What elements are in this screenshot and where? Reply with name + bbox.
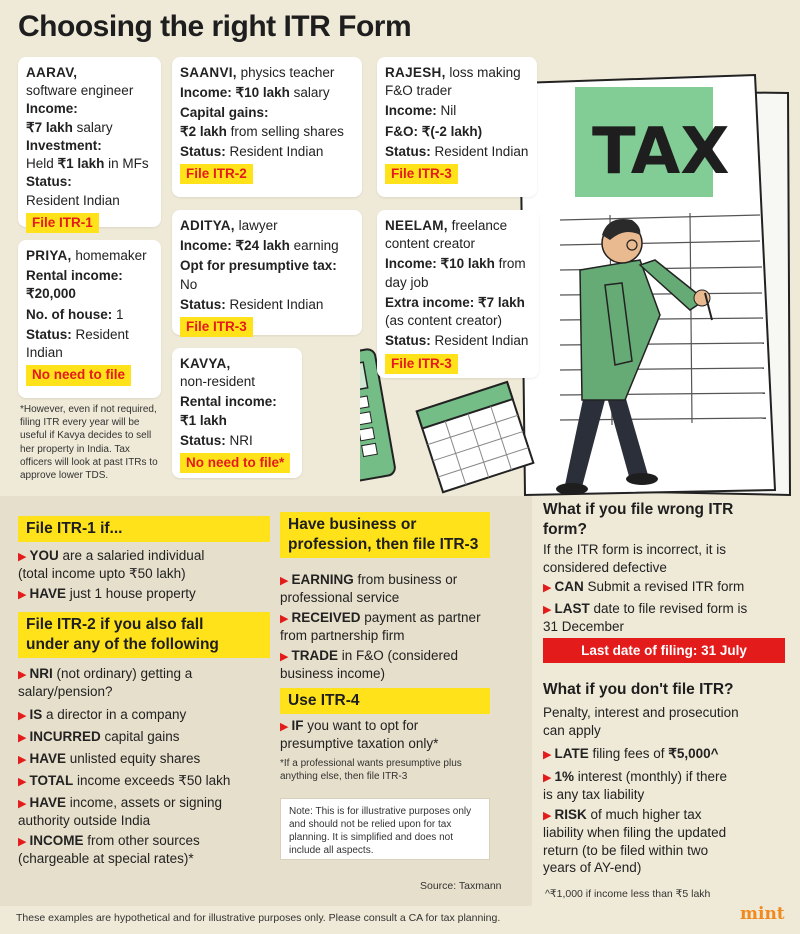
itr2-heading: File ITR-2 if you also fall under any of the following xyxy=(18,612,270,658)
card-aarav: AARAV, software engineer Income: ₹7 lakh salary Investment: Held ₹1 lakh in MFs Status: Resident Indian File ITR-1 xyxy=(18,57,161,227)
disclaimer-box: Note: This is for illustrative purposes only and should not be relied upon for tax planning. It is simplified and does not include all aspects. xyxy=(280,798,490,860)
status-badge: File ITR-2 xyxy=(180,164,253,184)
list-item: ▶ HAVE unlisted equity shares xyxy=(18,751,201,766)
itr4-note: *If a professional wants presumptive plus anything else, then file ITR-3 xyxy=(280,758,462,782)
itr1-heading: File ITR-1 if... xyxy=(18,516,270,542)
status-badge: No need to file xyxy=(26,365,131,385)
list-item: ▶ INCURRED capital gains xyxy=(18,729,180,744)
card-saanvi: SAANVI, physics teacher Income: ₹10 lakh salary Capital gains: ₹2 lakh from selling shares Status: Resident Indian File ITR-2 xyxy=(172,57,362,197)
list-item: ▶ YOU are a salaried individual (total income upto ₹50 lakh) xyxy=(18,548,205,581)
card-kavya: KAVYA, non-resident Rental income: ₹1 lakh Status: NRI No need to file* xyxy=(172,348,302,478)
bottom-note: These examples are hypothetical and for illustrative purposes only. Please consult a CA for tax planning. xyxy=(16,912,501,924)
list-item: ▶ IF you want to opt for presumptive taxation only* xyxy=(280,718,439,751)
mint-logo: mint xyxy=(740,904,785,924)
list-item: ▶ HAVE income, assets or signing authority outside India xyxy=(18,795,223,828)
list-item: ▶ TRADE in F&O (considered business income) xyxy=(280,648,459,681)
caret-note: ^₹1,000 if income less than ₹5 lakh xyxy=(545,888,711,900)
status-badge: No need to file* xyxy=(180,453,290,473)
card-neelam: NEELAM, freelance content creator Income: ₹10 lakh from day job Extra income: ₹7 lakh (as content creator) Status: Resident Indian File ITR-3 xyxy=(377,210,539,378)
status-badge: File ITR-3 xyxy=(385,354,458,374)
itr4-heading: Use ITR-4 xyxy=(280,688,490,714)
tax-word: TAX xyxy=(592,115,730,189)
status-badge: File ITR-3 xyxy=(385,164,458,184)
last-date-banner: Last date of filing: 31 July xyxy=(543,638,785,663)
list-item: ▶ 1% interest (monthly) if there is any tax liability xyxy=(543,769,728,802)
list-item: ▶ LATE filing fees of ₹5,000^ xyxy=(543,746,719,761)
card-priya: PRIYA, homemaker Rental income: ₹20,000 No. of house: 1 Status: Resident Indian No need to file xyxy=(18,240,161,398)
dont-file-heading: What if you don't file ITR? xyxy=(543,681,734,698)
wrong-itr-heading: What if you file wrong ITR form? xyxy=(543,501,734,539)
list-item: ▶ RECEIVED payment as partner from partnership firm xyxy=(280,610,481,643)
list-item: ▶ CAN Submit a revised ITR form xyxy=(543,579,745,594)
list-item: ▶ RISK of much higher tax liability when filing the updated return (to be filed within two years of AY-end) xyxy=(543,807,727,876)
list-item: ▶ LAST date to file revised form is 31 December xyxy=(543,601,748,634)
status-badge: File ITR-3 xyxy=(180,317,253,337)
wrong-itr-text: If the ITR form is incorrect, it is considered defective xyxy=(543,542,727,575)
status-badge: File ITR-1 xyxy=(26,213,99,233)
list-item: ▶ HAVE just 1 house property xyxy=(18,586,196,601)
list-item: ▶ INCOME from other sources (chargeable at special rates)* xyxy=(18,833,200,866)
source: Source: Taxmann xyxy=(420,880,502,892)
list-item: ▶ TOTAL income exceeds ₹50 lakh xyxy=(18,773,231,788)
card-aditya: ADITYA, lawyer Income: ₹24 lakh earning Opt for presumptive tax: No Status: Resident Indian File ITR-3 xyxy=(172,210,362,335)
itr3-heading: Have business or profession, then file ITR-3 xyxy=(280,512,490,558)
list-item: ▶ NRI (not ordinary) getting a salary/pension? xyxy=(18,666,193,699)
calendar-icon xyxy=(417,382,534,492)
kavya-footnote: *However, even if not required, filing ITR every year will be useful if Kavya decides to sell her property in India. Tax officers will look at past ITRs to approve lower TDS. xyxy=(20,404,158,481)
list-item: ▶ IS a director in a company xyxy=(18,707,187,722)
page-title: Choosing the right ITR Form xyxy=(18,10,412,43)
card-rajesh: RAJESH, loss making F&O trader Income: Nil F&O: ₹(-2 lakh) Status: Resident Indian File ITR-3 xyxy=(377,57,537,197)
list-item: ▶ EARNING from business or professional service xyxy=(280,572,458,605)
dont-file-text: Penalty, interest and prosecution can apply xyxy=(543,705,739,738)
